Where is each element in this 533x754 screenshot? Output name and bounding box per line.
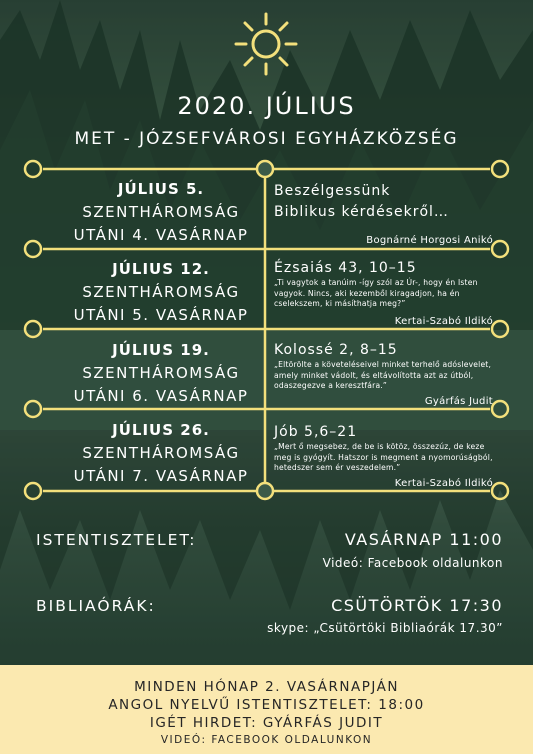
week-scripture: Jób 5,6–21 (274, 424, 358, 440)
footer-line: IGÉT HIRDET: GYÁRFÁS JUDIT (149, 715, 384, 731)
week-date: JÚLIUS 5. (117, 180, 205, 198)
week-preacher: Bognárné Horgosi Anikó (366, 235, 493, 246)
congregation-name: MET - JÓZSEFVÁROSI EGYHÁZKÖZSÉG (74, 129, 459, 149)
week-topic-line2: Biblikus kérdésekről… (274, 204, 449, 220)
week-occasion-line1: SZENTHÁROMSÁG (82, 364, 240, 382)
footer-line: MINDEN HÓNAP 2. VASÁRNAPJÁN (134, 679, 399, 695)
week-preacher: Gyárfás Judit (424, 396, 493, 407)
footer-line: VIDEÓ: FACEBOOK OLDALUNKON (160, 734, 373, 746)
footer-banner (0, 665, 533, 754)
service-label: ISTENTISZTELET: (36, 531, 197, 549)
service-time: VASÁRNAP 11:00 (344, 530, 503, 549)
week-occasion-line2: UTÁNI 6. VASÁRNAP (73, 387, 249, 405)
bible-study-skype-note: skype: „Csütörtöki Bibliaórák 17.30” (267, 621, 503, 635)
service-video-note: Videó: Facebook oldalunkon (322, 556, 503, 570)
week-scripture: Ézsaiás 43, 10–15 (274, 260, 417, 276)
week-occasion-line2: UTÁNI 5. VASÁRNAP (73, 306, 249, 324)
week-occasion-line2: UTÁNI 4. VASÁRNAP (73, 226, 249, 244)
week-preacher: Kertai-Szabó Ildikó (394, 316, 493, 327)
week-date: JÚLIUS 12. (112, 260, 210, 278)
week-date: JÚLIUS 19. (112, 341, 210, 359)
week-occasion-line1: SZENTHÁROMSÁG (82, 203, 240, 221)
week-quote: „Mert ő megsebez, de be is kötöz, összezúz, de keze meg is gyógyít. Hatszor is megment a nyomorúságból, hetedszer sem ér veszedelem.” (274, 442, 493, 472)
week-topic: Beszélgessünk (274, 183, 391, 199)
week-occasion-line1: SZENTHÁROMSÁG (82, 444, 240, 462)
week-quote: „Eltörölte a követeléseivel minket terhelő adóslevelet, amely minket vádolt, és eltávolította azt az útból, odaszegezve a keresztfára.” (274, 360, 492, 390)
week-scripture: Kolossé 2, 8–15 (274, 342, 398, 358)
bible-study-time: CSÜTÖRTÖK 17:30 (331, 596, 503, 615)
week-preacher: Kertai-Szabó Ildikó (394, 478, 493, 489)
footer-line: ANGOL NYELVŰ ISTENTISZTELET: 18:00 (108, 697, 425, 713)
page-title: 2020. JÚLIUS (177, 92, 356, 120)
week-occasion-line2: UTÁNI 7. VASÁRNAP (73, 467, 249, 485)
week-date: JÚLIUS 26. (112, 421, 210, 439)
bible-study-label: BIBLIAÓRÁK: (36, 597, 156, 615)
week-quote: „Ti vagytok a tanúim -így szól az Úr-, hogy én Isten vagyok. Nincs, aki kezemből kiragadjon, ha én cselekszem, ki másíthatja meg?” (274, 278, 478, 308)
sun-icon (232, 10, 300, 78)
week-occasion-line1: SZENTHÁROMSÁG (82, 283, 240, 301)
